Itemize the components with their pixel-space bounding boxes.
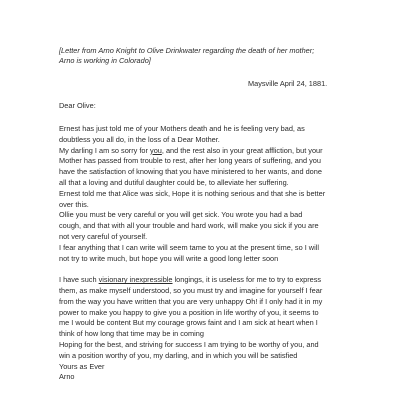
letter-line: Ernest told me that Alice was sick, Hope it is nothing serious and that she is better bbox=[59, 188, 326, 198]
letter-line: win a position worthy of you, my darling, and in which you will be satisfied bbox=[59, 350, 298, 360]
editorial-note-line-2: Arno is working in Colorado] bbox=[59, 56, 151, 65]
letter-line: I fear anything that I can write will seem tame to you at the present time, so I will bbox=[59, 242, 320, 252]
letter-line: Ernest has just told me of your Mothers death and he is feeling very bad, as bbox=[59, 124, 305, 133]
letter-line: all that a loving and dutiful daughter could be, to alleviate her suffering. bbox=[59, 178, 289, 187]
letter-line: Ollie you must be very careful or you will get sick. You wrote you had a bad bbox=[59, 210, 303, 220]
letter-line: have the satisfaction of knowing that you have ministered to her wants, and done bbox=[59, 167, 322, 177]
editorial-note-line-1: [Letter from Arno Knight to Olive Drinkwater regarding the death of her mother; bbox=[59, 46, 315, 55]
letter-line: from the way you have written that you are very unhappy Oh! if I only had it in my bbox=[59, 296, 323, 306]
salutation: Dear Olive: bbox=[59, 101, 96, 110]
letter-line: Arno bbox=[59, 372, 75, 382]
letter-line: Yours as Ever bbox=[59, 361, 105, 371]
letter-text: My darling I am so sorry for bbox=[59, 145, 151, 155]
dateline: Maysville April 24, 1881. bbox=[248, 79, 328, 88]
letter-line: Hoping for the best, and striving for success I am trying to be worthy of you, and bbox=[59, 340, 319, 349]
letter-line: Mother has passed from trouble to rest, after her long years of suffering, and you bbox=[59, 156, 321, 166]
letter-line: not try to write much, but hope you will write a good long letter soon bbox=[59, 253, 279, 263]
letter-text: I have such bbox=[59, 275, 99, 285]
letter-line: cough, and that with all your trouble and hard work, will make you sick if you are bbox=[59, 221, 319, 231]
letter-line: over this. bbox=[59, 199, 89, 209]
letter-line: doubtless you all do, in the loss of a Dear Mother. bbox=[59, 134, 220, 144]
letter-line: think of how long that time may be in coming bbox=[59, 329, 204, 339]
letter-text: , and the rest also in your great affliction, but your bbox=[161, 145, 323, 155]
letter-line: power to make you happy to give you a position in life worthy of you, it seems to bbox=[59, 307, 319, 317]
letter-line bbox=[59, 275, 321, 284]
letter-line bbox=[59, 146, 323, 155]
letter-line: them, as make myself understood, so you must try and imagine for yourself I fear bbox=[59, 286, 323, 295]
letter-line: not very careful of yourself. bbox=[59, 232, 148, 241]
underlined-text: visionary inexpressible bbox=[98, 275, 173, 285]
letter-text: longings, it is useless for me to try to express bbox=[172, 275, 322, 285]
letter-line: me I would be content But my courage grows faint and I am sick at heart when I bbox=[59, 318, 318, 328]
underlined-text: you bbox=[150, 145, 162, 155]
